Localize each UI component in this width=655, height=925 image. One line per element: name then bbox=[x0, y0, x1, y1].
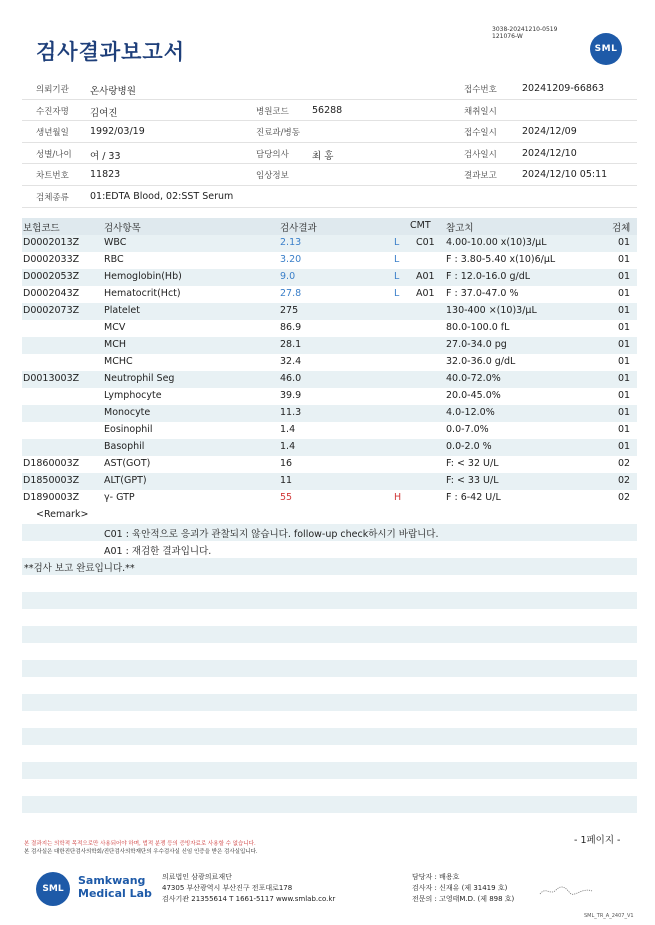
blank-row bbox=[22, 626, 637, 643]
header-cmt: CMT bbox=[410, 220, 431, 231]
brand-line1: Samkwang bbox=[78, 874, 146, 887]
remark-title-row bbox=[22, 507, 637, 524]
info-label: 담당의사 bbox=[256, 149, 289, 160]
blank-row bbox=[22, 609, 637, 626]
result-item: Platelet bbox=[104, 305, 140, 316]
info-label: 검사일시 bbox=[464, 149, 497, 160]
result-specimen: 01 bbox=[618, 441, 631, 452]
info-label: 의뢰기관 bbox=[36, 85, 69, 95]
result-specimen: 02 bbox=[618, 458, 631, 469]
result-reference: 80.0-100.0 fL bbox=[446, 322, 510, 333]
results-table bbox=[22, 218, 637, 813]
result-reference: F : 12.0-16.0 g/dL bbox=[446, 271, 531, 282]
result-reference: F: < 33 U/L bbox=[446, 475, 499, 486]
staff-line2: 검사자 : 신재유 (제 31419 호) bbox=[412, 884, 508, 892]
result-row bbox=[22, 354, 637, 371]
result-flag: L bbox=[394, 271, 400, 282]
result-specimen: 01 bbox=[618, 424, 631, 435]
result-flag: H bbox=[394, 492, 402, 503]
result-value: 1.4 bbox=[280, 441, 296, 452]
result-cmt: A01 bbox=[416, 271, 435, 282]
header-item: 검사항목 bbox=[104, 223, 141, 234]
result-item: Lymphocyte bbox=[104, 390, 162, 401]
result-specimen: 01 bbox=[618, 237, 631, 248]
result-specimen: 01 bbox=[618, 288, 631, 299]
footer-notice bbox=[24, 840, 258, 856]
result-item: MCV bbox=[104, 322, 126, 333]
result-flag: L bbox=[394, 288, 400, 299]
result-value: 39.9 bbox=[280, 390, 302, 401]
result-value: 2.13 bbox=[280, 237, 302, 248]
info-row bbox=[22, 164, 637, 186]
result-reference: F : 6-42 U/L bbox=[446, 492, 501, 503]
info-row bbox=[22, 100, 637, 122]
result-row bbox=[22, 473, 637, 490]
result-row bbox=[22, 252, 637, 269]
result-reference: 27.0-34.0 pg bbox=[446, 339, 507, 350]
result-row bbox=[22, 456, 637, 473]
remark-a01: A01 : 재검한 결과입니다. bbox=[104, 546, 212, 557]
result-item: Basophil bbox=[104, 441, 145, 452]
result-specimen: 01 bbox=[618, 322, 631, 333]
result-reference: F: < 32 U/L bbox=[446, 458, 499, 469]
remark-c01: C01 : 육안적으로 응괴가 관찰되지 않습니다. follow-up check하시기 바랍니다. bbox=[104, 529, 439, 540]
result-row bbox=[22, 303, 637, 320]
result-item: ALT(GPT) bbox=[104, 475, 147, 486]
result-item: Monocyte bbox=[104, 407, 151, 418]
results-header-row bbox=[22, 218, 637, 235]
result-specimen: 01 bbox=[618, 305, 631, 316]
result-item: AST(GOT) bbox=[104, 458, 151, 469]
company-brand bbox=[78, 874, 152, 900]
result-item: RBC bbox=[104, 254, 124, 265]
report-complete-row bbox=[22, 558, 637, 575]
result-item: MCH bbox=[104, 339, 126, 350]
blank-row bbox=[22, 711, 637, 728]
result-reference: 4.00-10.00 x(10)3/μL bbox=[446, 237, 547, 248]
result-value: 1.4 bbox=[280, 424, 296, 435]
info-label: 병원코드 bbox=[256, 106, 289, 117]
result-cmt: C01 bbox=[416, 237, 435, 248]
result-reference: 20.0-45.0% bbox=[446, 390, 501, 401]
info-value: 01:EDTA Blood, 02:SST Serum bbox=[90, 190, 234, 202]
result-value: 11 bbox=[280, 475, 293, 486]
address-line2: 47305 부산광역시 부산진구 전포대로178 bbox=[162, 884, 293, 892]
company-address bbox=[162, 872, 335, 905]
signature-image bbox=[538, 884, 594, 898]
staff-line3: 전문의 : 고영태M.D. (제 898 호) bbox=[412, 895, 515, 903]
header-specimen: 검체 bbox=[612, 223, 631, 234]
sml-footer-logo: SML bbox=[36, 872, 70, 906]
result-item: WBC bbox=[104, 237, 127, 248]
result-value: 28.1 bbox=[280, 339, 302, 350]
header-reference: 참고치 bbox=[446, 223, 474, 234]
result-value: 55 bbox=[280, 492, 293, 503]
brand-line2: Medical Lab bbox=[78, 887, 152, 900]
document-id-line1: 3038-20241210-0519 bbox=[492, 26, 558, 33]
info-label: 수진자명 bbox=[36, 106, 69, 117]
result-reference: F : 3.80-5.40 x(10)6/μL bbox=[446, 254, 556, 265]
info-label: 채취일시 bbox=[464, 106, 497, 117]
header-code: 보험코드 bbox=[23, 223, 60, 234]
info-row bbox=[22, 121, 637, 143]
info-value: 56288 bbox=[312, 104, 343, 116]
info-label: 생년월일 bbox=[36, 128, 69, 139]
result-specimen: 02 bbox=[618, 475, 631, 486]
result-specimen: 01 bbox=[618, 356, 631, 367]
info-row bbox=[22, 78, 637, 100]
blank-row bbox=[22, 677, 637, 694]
info-row bbox=[22, 143, 637, 165]
result-value: 46.0 bbox=[280, 373, 302, 384]
notice-line2: 본 검사실은 대한진단검사의학회/진단검사의학재단의 우수검사실 신임 인증을 받은 검사실입니다. bbox=[24, 849, 258, 855]
info-row bbox=[22, 186, 637, 208]
result-code: D0002073Z bbox=[23, 305, 80, 316]
report-title: 검사결과보고서 bbox=[36, 40, 186, 64]
remark-title: <Remark> bbox=[36, 509, 89, 520]
blank-row bbox=[22, 745, 637, 762]
staff-list bbox=[412, 872, 514, 905]
remark-a01-row bbox=[22, 541, 637, 558]
info-label: 임상정보 bbox=[256, 171, 289, 182]
result-item: γ- GTP bbox=[104, 492, 135, 503]
result-value: 11.3 bbox=[280, 407, 302, 418]
blank-rows bbox=[22, 575, 637, 813]
result-row bbox=[22, 490, 637, 507]
result-code: D1860003Z bbox=[23, 458, 80, 469]
result-value: 32.4 bbox=[280, 356, 302, 367]
result-reference: 0.0-2.0 % bbox=[446, 441, 492, 452]
result-reference: 130-400 ×(10)3/μL bbox=[446, 305, 537, 316]
result-specimen: 01 bbox=[618, 339, 631, 350]
results-body bbox=[22, 235, 637, 507]
info-label: 차트번호 bbox=[36, 171, 69, 182]
header-result: 검사결과 bbox=[280, 223, 317, 234]
info-value: 1992/03/19 bbox=[90, 126, 145, 138]
info-value: 온사랑병원 bbox=[90, 86, 136, 97]
result-code: D1850003Z bbox=[23, 475, 80, 486]
result-item: Eosinophil bbox=[104, 424, 153, 435]
result-item: Neutrophil Seg bbox=[104, 373, 175, 384]
info-label: 접수일시 bbox=[464, 128, 497, 139]
result-flag: L bbox=[394, 237, 400, 248]
info-value: 2024/12/10 05:11 bbox=[522, 169, 608, 181]
info-label: 검체종류 bbox=[36, 192, 69, 203]
report-complete: **검사 보고 완료입니다.** bbox=[24, 563, 135, 574]
info-value: 20241209-66863 bbox=[522, 83, 605, 94]
blank-row bbox=[22, 762, 637, 779]
patient-info-table bbox=[22, 78, 637, 208]
result-specimen: 01 bbox=[618, 254, 631, 265]
info-label: 결과보고 bbox=[464, 171, 497, 182]
info-label: 진료과/병동 bbox=[256, 128, 300, 139]
result-row bbox=[22, 235, 637, 252]
result-row bbox=[22, 269, 637, 286]
blank-row bbox=[22, 779, 637, 796]
blank-row bbox=[22, 660, 637, 677]
result-code: D0002033Z bbox=[23, 254, 80, 265]
result-specimen: 01 bbox=[618, 390, 631, 401]
result-code: D0002013Z bbox=[23, 237, 80, 248]
result-reference: 0.0-7.0% bbox=[446, 424, 489, 435]
result-specimen: 01 bbox=[618, 373, 631, 384]
result-value: 275 bbox=[280, 305, 299, 316]
result-value: 16 bbox=[280, 458, 293, 469]
result-code: D1890003Z bbox=[23, 492, 80, 503]
info-value: 11823 bbox=[90, 169, 121, 181]
remark-c01-row bbox=[22, 524, 637, 541]
address-line1: 의료법인 삼광의료재단 bbox=[162, 873, 232, 881]
info-value: 2024/12/10 bbox=[522, 147, 577, 159]
result-specimen: 02 bbox=[618, 492, 631, 503]
result-row bbox=[22, 371, 637, 388]
blank-row bbox=[22, 592, 637, 609]
document-id-line2: 121076-W bbox=[492, 33, 523, 40]
result-reference: F : 37.0-47.0 % bbox=[446, 288, 519, 299]
result-specimen: 01 bbox=[618, 407, 631, 418]
notice-line1: 본 결과지는 의학적 목적으로만 사용되어야 하며, 법적 분쟁 등의 증빙자료로 사용할 수 없습니다. bbox=[24, 841, 256, 847]
document-id bbox=[492, 26, 557, 40]
result-cmt: A01 bbox=[416, 288, 435, 299]
result-row bbox=[22, 320, 637, 337]
result-item: MCHC bbox=[104, 356, 133, 367]
result-code: D0002043Z bbox=[23, 288, 80, 299]
blank-row bbox=[22, 694, 637, 711]
result-row bbox=[22, 405, 637, 422]
result-value: 9.0 bbox=[280, 271, 296, 282]
result-row bbox=[22, 337, 637, 354]
result-reference: 4.0-12.0% bbox=[446, 407, 495, 418]
info-value: 김여진 bbox=[90, 107, 118, 119]
blank-row bbox=[22, 796, 637, 813]
blank-row bbox=[22, 643, 637, 660]
sml-logo: SML bbox=[590, 33, 622, 65]
page-number: - 1페이지 - bbox=[574, 835, 621, 846]
result-code: D0002053Z bbox=[23, 271, 80, 282]
info-value: 여 / 33 bbox=[90, 150, 121, 162]
result-row bbox=[22, 388, 637, 405]
result-row bbox=[22, 439, 637, 456]
result-item: Hematocrit(Hct) bbox=[104, 288, 181, 299]
blank-row bbox=[22, 728, 637, 745]
result-reference: 40.0-72.0% bbox=[446, 373, 501, 384]
result-value: 27.8 bbox=[280, 288, 302, 299]
address-line3: 검사기관 21355614 T 1661-5117 www.smlab.co.kr bbox=[162, 895, 336, 903]
result-flag: L bbox=[394, 254, 400, 265]
info-label: 성별/나이 bbox=[36, 149, 72, 160]
info-value: 최 홍 bbox=[312, 150, 334, 162]
result-value: 3.20 bbox=[280, 254, 302, 265]
result-specimen: 01 bbox=[618, 271, 631, 282]
info-label: 접수번호 bbox=[464, 85, 497, 95]
result-reference: 32.0-36.0 g/dL bbox=[446, 356, 516, 367]
result-item: Hemoglobin(Hb) bbox=[104, 271, 182, 282]
result-value: 86.9 bbox=[280, 322, 302, 333]
result-row bbox=[22, 286, 637, 303]
form-code: SML_TR_A_2407_V1 bbox=[584, 913, 634, 919]
result-code: D0013003Z bbox=[23, 373, 80, 384]
staff-line1: 담당자 : 배용호 bbox=[412, 873, 460, 881]
info-value: 2024/12/09 bbox=[522, 126, 577, 138]
result-row bbox=[22, 422, 637, 439]
blank-row bbox=[22, 575, 637, 592]
